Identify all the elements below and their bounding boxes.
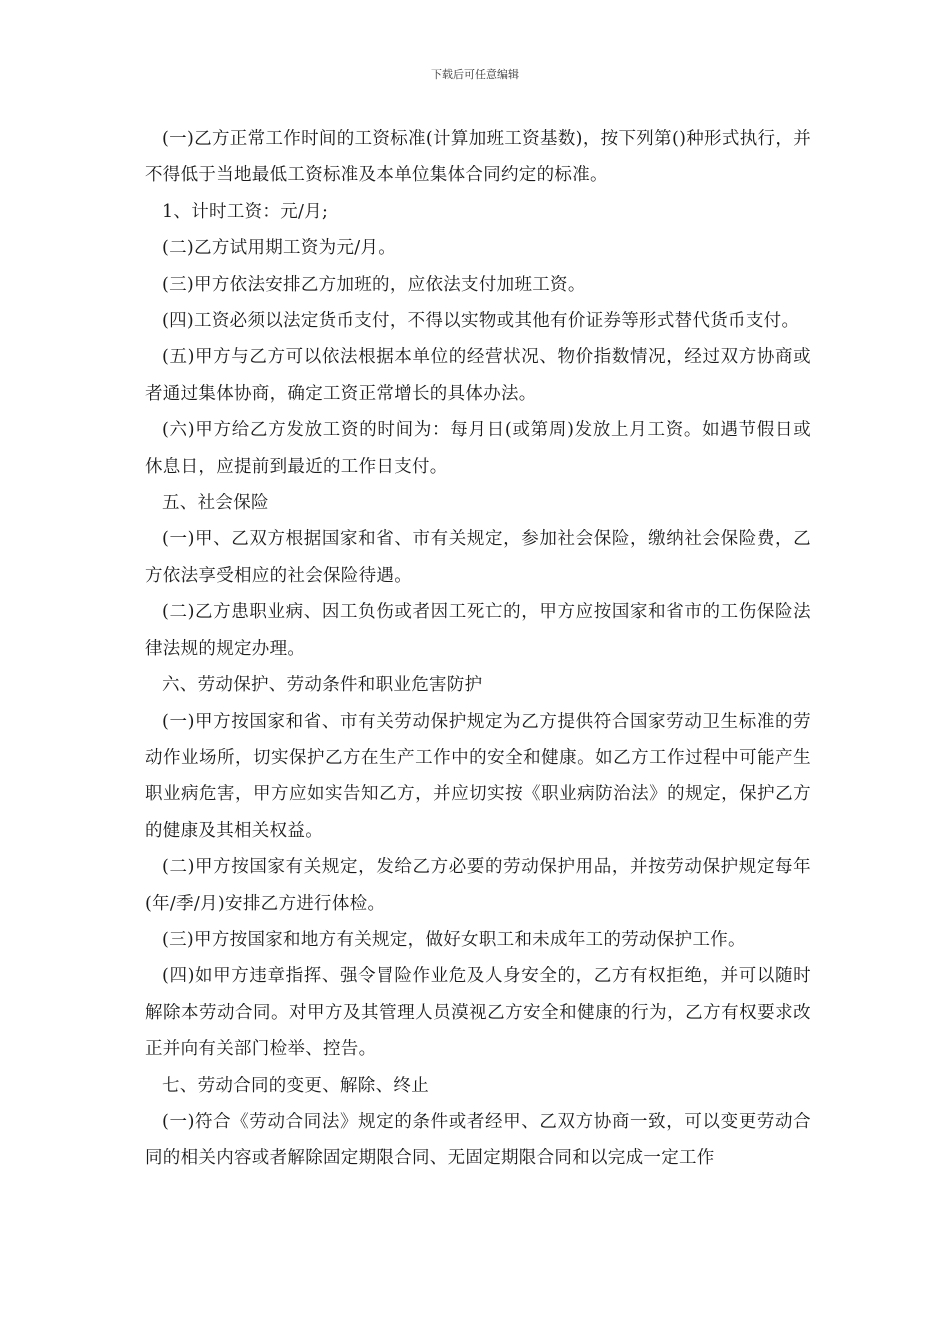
- paragraph-wage-growth: (五)甲方与乙方可以依法根据本单位的经营状况、物价指数情况，经过双方协商或者通过集体协商，确定工资正常增长的具体办法。: [145, 347, 811, 404]
- paragraph-work-injury: (二)乙方患职业病、因工负伤或者因工死亡的，甲方应按国家和省市的工伤保险法律法规的规定办理。: [145, 602, 811, 659]
- paragraph-wage-standard: (一)乙方正常工作时间的工资标准(计算加班工资基数)，按下列第()种形式执行，并不得低于当地最低工资标准及本单位集体合同约定的标准。: [145, 129, 811, 186]
- section-heading-social-insurance: 五、社会保险: [162, 493, 269, 514]
- document-body: [145, 121, 811, 1177]
- paragraph-insurance-participation: (一)甲、乙双方根据国家和省、市有关规定，参加社会保险，缴纳社会保险费，乙方依法享受相应的社会保险待遇。: [145, 529, 811, 586]
- paragraph-hourly-wage: 1、计时工资：元/月;: [162, 201, 329, 222]
- paragraph-pay-date: (六)甲方给乙方发放工资的时间为：每月日(或第周)发放上月工资。如遇节假日或休息日，应提前到最近的工作日支付。: [145, 420, 811, 477]
- paragraph-protective-equipment: (二)甲方按国家有关规定，发给乙方必要的劳动保护用品，并按劳动保护规定每年(年/季/月)安排乙方进行体检。: [145, 857, 811, 914]
- paragraph-contract-modification: (一)符合《劳动合同法》规定的条件或者经甲、乙双方协商一致，可以变更劳动合同的相关内容或者解除固定期限合同、无固定期限合同和以完成一定工作: [145, 1111, 811, 1169]
- section-heading-contract-changes: 七、劳动合同的变更、解除、终止: [162, 1075, 429, 1096]
- paragraph-workplace-safety: (一)甲方按国家和省、市有关劳动保护规定为乙方提供符合国家劳动卫生标准的劳动作业场所，切实保护乙方在生产工作中的安全和健康。如乙方工作过程中可能产生职业病危害，甲方应如实告知乙方，并应切实按《职业病防治法》的规定，保护乙方的健康及其相关权益。: [145, 711, 811, 841]
- section-heading-labor-protection: 六、劳动保护、劳动条件和职业危害防护: [162, 675, 483, 696]
- paragraph-special-protection: (三)甲方按国家和地方有关规定，做好女职工和未成年工的劳动保护工作。: [162, 929, 746, 950]
- paragraph-legal-currency: (四)工资必须以法定货币支付，不得以实物或其他有价证券等形式替代货币支付。: [162, 311, 800, 332]
- page-header-note: 下载后可任意编辑: [431, 68, 519, 81]
- paragraph-probation-wage: (二)乙方试用期工资为元/月。: [162, 238, 397, 259]
- paragraph-right-to-refuse: (四)如甲方违章指挥、强令冒险作业危及人身安全的，乙方有权拒绝，并可以随时解除本劳动合同。对甲方及其管理人员漠视乙方安全和健康的行为，乙方有权要求改正并向有关部门检举、控告。: [145, 966, 811, 1060]
- paragraph-overtime-pay: (三)甲方依法安排乙方加班的，应依法支付加班工资。: [162, 274, 586, 295]
